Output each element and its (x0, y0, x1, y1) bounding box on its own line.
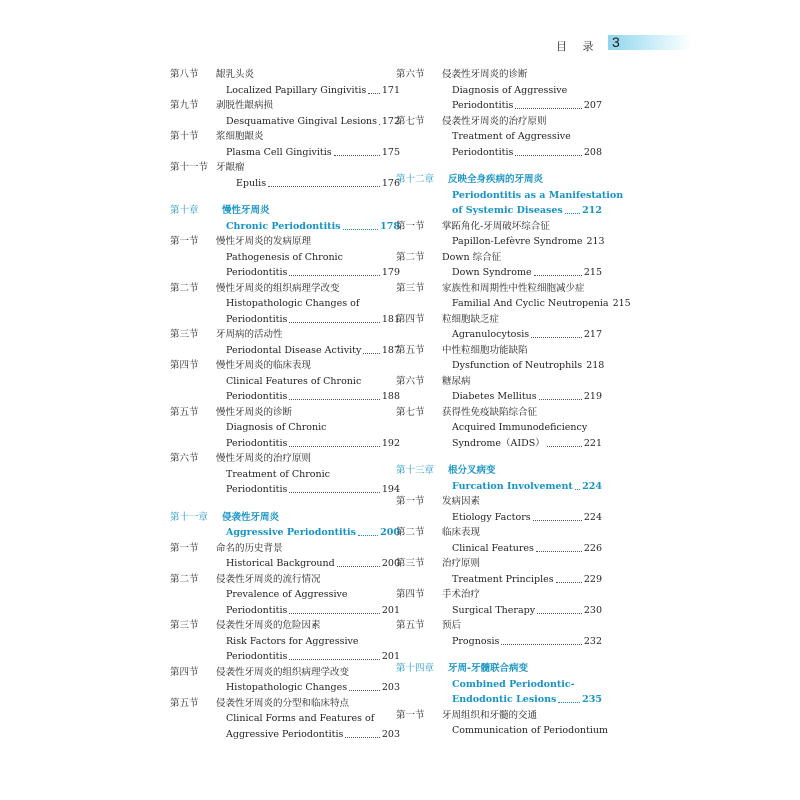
toc-section-heading[interactable] (170, 281, 400, 297)
toc-english-line[interactable] (170, 343, 400, 359)
section-title: 侵袭性牙周炎的组织病理学改变 (216, 666, 350, 678)
section-title: 慢性牙周炎的临床表现 (216, 360, 312, 371)
section-number: 第五节 (396, 344, 425, 356)
page-ref: 203 (381, 682, 400, 693)
english-title: Dysfunction of Neutrophils (452, 360, 583, 371)
chapter-number: 第十三章 (396, 465, 435, 476)
page-ref: 232 (583, 635, 602, 647)
toc-english-line[interactable] (170, 250, 400, 266)
section-title: 剥脱性龈病损 (216, 100, 274, 111)
section-title: 慢性牙周炎的组织病理学改变 (216, 282, 340, 294)
toc-chapter-english-line[interactable] (396, 203, 602, 219)
section-title: 侵袭性牙周炎的危险因素 (216, 620, 321, 631)
toc-chapter-heading[interactable] (396, 172, 602, 188)
section-number: 第七节 (396, 406, 425, 418)
toc-section-heading[interactable] (396, 405, 602, 421)
page-ref: 187 (381, 344, 400, 356)
dot-leader (547, 446, 582, 447)
toc-section-heading[interactable] (396, 219, 602, 235)
english-title: Prevalence of Aggressive (226, 589, 348, 600)
toc-section-heading[interactable] (396, 587, 602, 603)
english-title: Histopathologic Changes (226, 682, 348, 693)
section-number: 第五节 (170, 406, 199, 418)
toc-english-line[interactable] (170, 587, 400, 603)
page-ref: 203 (381, 728, 400, 740)
section-number: 第六节 (396, 69, 425, 80)
english-title: Historical Background (226, 558, 335, 569)
page-ref: 213 (586, 236, 605, 247)
english-title: Agranulocytosis (452, 329, 530, 340)
chapter-english-title: Aggressive Periodontitis (226, 527, 356, 538)
english-title: Localized Papillary Gingivitis (226, 84, 367, 96)
chapter-number: 第十二章 (396, 174, 435, 185)
section-number: 第五节 (170, 697, 199, 709)
section-title: 糖尿病 (442, 375, 471, 387)
english-title: Acquired Immunodeficiency (452, 422, 588, 433)
toc-chapter-english-line[interactable] (170, 219, 400, 235)
section-number: 第七节 (396, 115, 425, 127)
section-number: 第一节 (396, 220, 425, 232)
spacer (170, 191, 400, 203)
dot-leader (289, 275, 379, 276)
toc-section-heading[interactable] (170, 665, 400, 681)
toc-section-heading[interactable] (396, 525, 602, 541)
english-title: Prognosis (452, 635, 500, 647)
toc-section-heading[interactable] (170, 160, 400, 176)
section-title: 慢性牙周炎的发病原理 (216, 236, 312, 247)
toc-english-line[interactable] (396, 541, 602, 557)
chapter-number: 第十四章 (396, 663, 435, 674)
section-number: 第四节 (170, 666, 199, 678)
toc-english-line[interactable] (170, 312, 400, 328)
section-number: 第三节 (396, 282, 425, 294)
dot-leader (556, 582, 582, 583)
section-number: 第四节 (396, 313, 425, 325)
section-title: 掌跖角化-牙周破坏综合征 (442, 220, 550, 232)
toc-section-heading[interactable] (170, 696, 400, 712)
dot-leader (289, 613, 379, 614)
dot-leader (268, 186, 380, 187)
section-title: 慢性牙周炎的治疗原则 (216, 453, 312, 464)
toc-english-line[interactable] (396, 234, 605, 250)
section-number: 第二节 (396, 527, 425, 538)
dot-leader (289, 446, 379, 447)
english-title: Diabetes Mellitus (452, 391, 537, 402)
english-title: Clinical Forms and Features of (226, 713, 375, 724)
english-title: Surgical Therapy (452, 604, 536, 616)
toc-english-line[interactable] (396, 358, 605, 374)
english-title: Diagnosis of Aggressive (452, 84, 568, 96)
dot-leader (533, 520, 582, 521)
page-ref: 221 (583, 437, 602, 449)
chapter-title: 根分叉病变 (448, 465, 496, 476)
section-title: 牙周病的活动性 (216, 329, 283, 340)
dot-leader (534, 275, 582, 276)
chapter-english-title: Endodontic Lesions (452, 694, 557, 705)
dot-leader (343, 229, 379, 230)
toc-section-heading[interactable] (396, 67, 602, 83)
english-title: Periodontal Disease Activity (226, 344, 362, 356)
toc-section-heading[interactable] (170, 358, 400, 374)
toc-left-column (170, 67, 400, 742)
english-title: Periodontitis (226, 391, 288, 402)
page-ref: 235 (582, 694, 602, 705)
page-ref: 218 (586, 360, 605, 371)
toc-section-heading[interactable] (170, 572, 400, 588)
section-number: 第二节 (396, 251, 425, 263)
toc-chapter-english-line[interactable] (396, 677, 602, 693)
toc-chapter-english-line[interactable] (396, 479, 602, 495)
toc-chapter-heading[interactable] (396, 661, 602, 677)
toc-section-heading[interactable] (396, 708, 602, 724)
section-number: 第四节 (396, 589, 425, 600)
english-title: Treatment of Aggressive (452, 131, 571, 142)
toc-english-line[interactable] (170, 83, 400, 99)
english-title: Periodontitis (226, 267, 288, 278)
toc-section-heading[interactable] (396, 312, 602, 328)
dot-leader (531, 337, 582, 338)
toc-english-line[interactable] (170, 389, 400, 405)
section-number: 第五节 (396, 620, 425, 631)
chapter-title: 慢性牙周炎 (222, 205, 270, 216)
section-number: 第一节 (170, 542, 199, 554)
section-number: 第一节 (396, 709, 425, 721)
page-ref: 172 (381, 115, 400, 127)
section-number: 第八节 (170, 69, 199, 80)
page-ref: 219 (583, 391, 602, 402)
chapter-english-title: Periodontitis as a Manifestation (452, 189, 624, 201)
page-ref: 215 (583, 267, 602, 278)
toc-english-line[interactable] (396, 389, 602, 405)
toc-english-line[interactable] (170, 114, 400, 130)
section-title: 侵袭性牙周炎的治疗原则 (442, 115, 547, 127)
toc-english-line[interactable] (170, 482, 400, 498)
dot-leader (537, 613, 582, 614)
spacer (396, 451, 602, 463)
section-number: 第三节 (170, 620, 199, 631)
chapter-title: 侵袭性牙周炎 (222, 511, 280, 523)
page-ref: 200 (380, 527, 400, 538)
dot-leader (349, 690, 380, 691)
toc-english-line[interactable] (396, 98, 602, 114)
page-ref: 192 (381, 437, 400, 449)
section-title: 预后 (442, 620, 462, 631)
toc-section-heading[interactable] (396, 250, 602, 266)
english-title: Down Syndrome (452, 267, 532, 278)
toc-chapter-english-line[interactable] (396, 692, 602, 708)
dot-leader (289, 322, 379, 323)
chapter-english-title: Combined Periodontic- (452, 678, 575, 690)
section-number: 第一节 (170, 236, 199, 247)
dot-leader (363, 353, 380, 354)
section-title: 治疗原则 (442, 558, 481, 569)
section-number: 第三节 (396, 558, 425, 569)
toc-english-line[interactable] (396, 129, 602, 145)
header-accent-bar (608, 35, 692, 50)
section-title: 龈乳头炎 (216, 69, 255, 80)
toc-english-line[interactable] (170, 436, 400, 452)
page-ref: 224 (582, 480, 602, 492)
page-ref: 226 (583, 542, 602, 554)
section-title: 家族性和周期性中性粒细胞减少症 (442, 282, 585, 294)
toc-english-line[interactable] (170, 727, 400, 743)
section-number: 第十节 (170, 131, 199, 142)
toc-section-heading[interactable] (170, 67, 400, 83)
english-title: Periodontitis (226, 313, 288, 325)
page-ref: 212 (582, 205, 602, 216)
english-title: Diagnosis of Chronic (226, 422, 327, 433)
toc-english-line[interactable] (170, 634, 400, 650)
toc-english-line[interactable] (396, 145, 602, 161)
section-title: 粒细胞缺乏症 (442, 313, 500, 325)
toc-english-line[interactable] (396, 83, 602, 99)
toc-section-heading[interactable] (396, 374, 602, 390)
dot-leader (536, 551, 582, 552)
toc-english-line[interactable] (396, 572, 602, 588)
page-ref: 194 (381, 484, 400, 495)
english-title: Papillon-Lefèvre Syndrome (452, 236, 583, 247)
toc-english-line[interactable] (170, 556, 400, 572)
page-ref: 200 (381, 558, 400, 569)
english-title: Periodontitis (226, 484, 288, 495)
chapter-title: 牙周-牙髓联合病变 (448, 663, 528, 674)
dot-leader (565, 213, 580, 214)
toc-english-line[interactable] (396, 327, 602, 343)
english-title: Periodontitis (452, 100, 514, 111)
toc-section-heading[interactable] (170, 618, 400, 634)
section-number: 第十一节 (170, 162, 209, 173)
english-title: Risk Factors for Aggressive (226, 635, 359, 647)
chapter-english-title: Chronic Periodontitis (226, 220, 341, 232)
page-ref: 201 (381, 604, 400, 616)
english-title: Histopathologic Changes of (226, 298, 360, 309)
section-number: 第二节 (170, 282, 199, 294)
toc-section-heading[interactable] (396, 494, 602, 510)
toc-english-line[interactable] (396, 510, 602, 526)
toc-chapter-english-line[interactable] (396, 188, 624, 204)
section-number: 第三节 (170, 329, 199, 340)
dot-leader (358, 535, 378, 536)
toc-right-column (396, 67, 631, 739)
toc-section-heading[interactable] (396, 281, 602, 297)
toc-english-line[interactable] (170, 176, 400, 192)
toc-english-line[interactable] (396, 603, 602, 619)
toc-section-heading[interactable] (396, 556, 602, 572)
page-ref: 217 (583, 329, 602, 340)
page-ref: 215 (612, 298, 631, 309)
toc-english-line[interactable] (170, 265, 400, 281)
page-ref: 176 (381, 177, 400, 189)
english-title: Treatment of Chronic (226, 468, 330, 480)
section-number: 第二节 (170, 573, 199, 585)
section-title: 浆细胞龈炎 (216, 131, 264, 142)
toc-section-heading[interactable] (396, 343, 602, 359)
english-title: Periodontitis (452, 146, 514, 158)
english-title: Plasma Cell Gingivitis (226, 146, 332, 158)
section-number: 第九节 (170, 100, 199, 111)
section-title: 牙龈瘤 (216, 162, 245, 173)
english-title: Communication of Periodontium (452, 725, 609, 736)
section-title: 临床表现 (442, 527, 481, 538)
page-ref: 207 (583, 100, 602, 111)
toc-chapter-english-line[interactable] (170, 525, 400, 541)
english-title: Clinical Features of Chronic (226, 375, 362, 387)
toc-section-heading[interactable] (170, 451, 400, 467)
english-title: Epulis (236, 177, 267, 189)
dot-leader (289, 492, 379, 493)
toc-english-line[interactable] (170, 374, 400, 390)
english-title: Etiology Factors (452, 511, 531, 523)
toc-english-line[interactable] (396, 296, 631, 312)
toc-english-line[interactable] (396, 723, 609, 739)
dot-leader (539, 399, 582, 400)
spacer (170, 498, 400, 510)
spacer (396, 649, 602, 661)
english-title: Periodontitis (226, 651, 288, 662)
dot-leader (575, 489, 580, 490)
section-title: 侵袭性牙周炎的分型和临床特点 (216, 697, 350, 709)
dot-leader (501, 644, 581, 645)
page-ref: 171 (381, 84, 400, 96)
toc-english-line[interactable] (170, 467, 400, 483)
dot-leader (289, 399, 379, 400)
toc-section-heading[interactable] (170, 327, 400, 343)
chapter-english-title: of Systemic Diseases (452, 205, 563, 216)
section-title: 中性粒细胞功能缺陷 (442, 344, 528, 356)
english-title: Aggressive Periodontitis (226, 728, 344, 740)
page-ref: 230 (583, 604, 602, 616)
page-ref: 175 (381, 146, 400, 158)
english-title: Desquamative Gingival Lesions (226, 115, 378, 127)
dot-leader (379, 124, 380, 125)
section-title: 手术治疗 (442, 589, 481, 600)
toc-section-heading[interactable] (396, 618, 602, 634)
toc-section-heading[interactable] (170, 541, 400, 557)
toc-section-heading[interactable] (170, 234, 400, 250)
toc-english-line[interactable] (396, 265, 602, 281)
toc-english-line[interactable] (170, 680, 400, 696)
toc-english-line[interactable] (170, 420, 400, 436)
section-number: 第六节 (396, 375, 425, 387)
page-ref: 208 (583, 146, 602, 158)
section-title: 命名的历史背景 (216, 542, 283, 554)
english-title: Clinical Features (452, 542, 534, 554)
toc-section-heading[interactable] (170, 405, 400, 421)
section-number: 第一节 (396, 496, 425, 507)
section-number: 第四节 (170, 360, 199, 371)
page-ref: 179 (381, 267, 400, 278)
toc-chapter-heading[interactable] (396, 463, 602, 479)
dot-leader (558, 702, 580, 703)
english-title: Treatment Principles (452, 573, 554, 585)
page-ref: 188 (381, 391, 400, 402)
dot-leader (515, 108, 581, 109)
page-number: 3 (612, 34, 620, 50)
english-title: Familial And Cyclic Neutropenia (452, 298, 609, 309)
chapter-english-title: Furcation Involvement (452, 480, 573, 492)
toc-english-line[interactable] (170, 711, 400, 727)
section-title: 侵袭性牙周炎的流行情况 (216, 573, 321, 585)
page-ref: 224 (583, 511, 602, 523)
chapter-title: 反映全身疾病的牙周炎 (448, 174, 544, 185)
page-ref: 178 (380, 220, 400, 232)
english-title: Syndrome（AIDS） (452, 437, 545, 449)
chapter-number: 第十一章 (170, 511, 209, 523)
running-header-label: 目 录 (556, 40, 600, 53)
toc-english-line[interactable] (396, 634, 602, 650)
section-title: Down 综合征 (442, 251, 502, 263)
toc-section-heading[interactable] (170, 98, 400, 114)
page-ref: 181 (381, 313, 400, 325)
english-title: Pathogenesis of Chronic (226, 251, 343, 263)
dot-leader (368, 93, 380, 94)
toc-chapter-heading[interactable] (170, 203, 400, 219)
dot-leader (337, 566, 380, 567)
page-ref: 229 (583, 573, 602, 585)
english-title: Periodontitis (226, 437, 288, 449)
toc-section-heading[interactable] (396, 114, 602, 130)
dot-leader (334, 155, 380, 156)
toc-section-heading[interactable] (170, 129, 400, 145)
toc-english-line[interactable] (170, 603, 400, 619)
section-title: 慢性牙周炎的诊断 (216, 406, 293, 418)
toc-english-line[interactable] (396, 420, 602, 436)
section-title: 发病因素 (442, 496, 481, 507)
toc-chapter-heading[interactable] (170, 510, 400, 526)
section-title: 牙周组织和牙髓的交通 (442, 709, 538, 721)
toc-english-line[interactable] (170, 649, 400, 665)
dot-leader (345, 737, 379, 738)
page-ref: 201 (381, 651, 400, 662)
section-title: 获得性免疫缺陷综合征 (442, 406, 538, 418)
toc-english-line[interactable] (170, 296, 400, 312)
toc-english-line[interactable] (396, 436, 602, 452)
section-number: 第六节 (170, 453, 199, 464)
section-title: 侵袭性牙周炎的诊断 (442, 69, 528, 80)
spacer (396, 160, 602, 172)
dot-leader (515, 155, 581, 156)
english-title: Periodontitis (226, 604, 288, 616)
chapter-number: 第十章 (170, 205, 199, 216)
dot-leader (289, 659, 379, 660)
toc-english-line[interactable] (170, 145, 400, 161)
